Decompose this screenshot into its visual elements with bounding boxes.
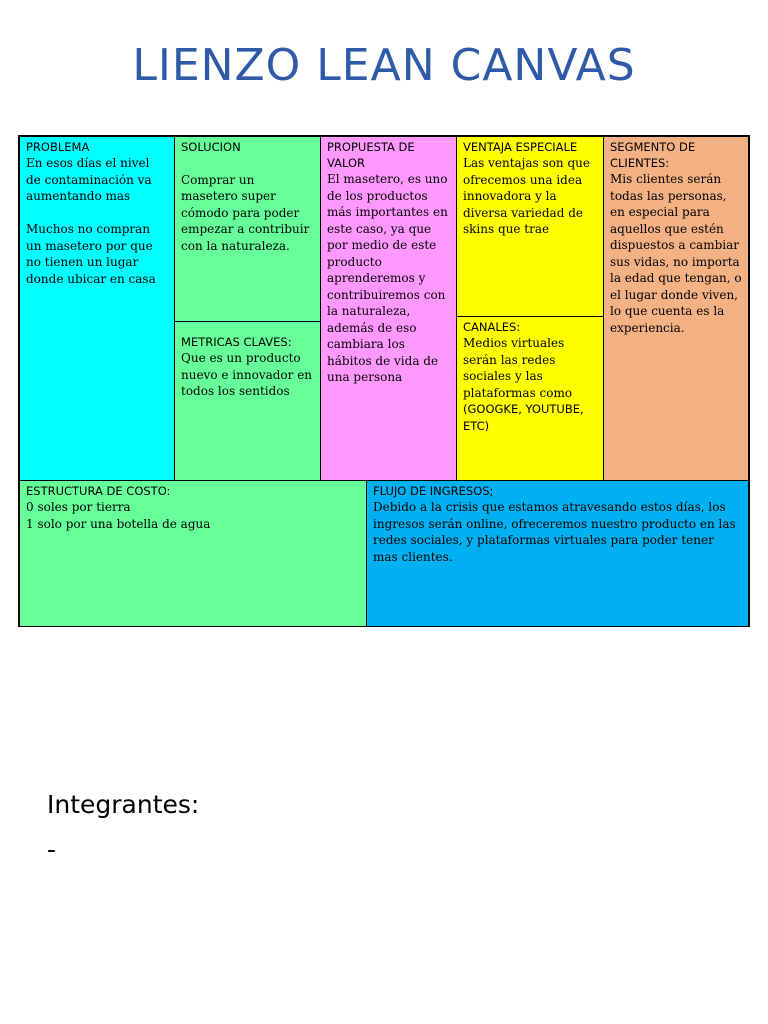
ventaja-text: Las ventajas son que ofrecemos una idea innovadora y la diversa variedad de skins que trae [463,156,590,236]
solucion-header: SOLUCION [181,140,241,154]
ingresos-header: FLUJO DE INGRESOS; [373,484,494,498]
metricas-header: METRICAS CLAVES: [181,335,292,349]
ingresos-cell [366,480,749,627]
canales-extra: (GOOGKE, YOUTUBE, ETC) [463,402,584,433]
page-title: LIENZO LEAN CANVAS [132,40,636,91]
segmento-text: Mis clientes serán todas las personas, en especial para aquellos que estén dispuestos a cambiar sus vidas, no importa la edad que tengan, o el lugar donde viven, lo que cuenta es la experiencia. [610,172,742,335]
canales-header: CANALES: [463,320,521,334]
propuesta-cell [320,136,457,481]
integrantes-label: Integrantes: [47,790,200,819]
segmento-header: SEGMENTO DE CLIENTES: [610,140,696,170]
costo-cell [19,480,367,627]
propuesta-header: PROPUESTA DE VALOR [327,140,415,170]
costo-header: ESTRUCTURA DE COSTO: [26,484,171,498]
problema-header: PROBLEMA [26,140,90,154]
solucion-cell [174,136,321,322]
canales-text: Medios virtuales serán las redes sociales y las plataformas como [463,336,573,400]
problema-text: En esos días el nivel de contaminación va aumentando mas Muchos no compran un masetero por que no tienen un lugar donde ubicar en casa [26,156,156,286]
canales-cell [456,316,604,481]
metricas-cell [174,321,321,481]
integrantes-item: - [47,835,57,864]
metricas-text: Que es un producto nuevo e innovador en todos los sentidos [181,351,313,398]
ingresos-text: Debido a la crisis que estamos atravesando estos días, los ingresos serán online, ofreceremos nuestro producto en las redes sociales, y plataformas virtuales para poder tener mas clientes. [373,500,736,564]
problema-cell [19,136,175,481]
ventaja-cell [456,136,604,317]
propuesta-text: El masetero, es uno de los productos más importantes en este caso, ya que por medio de este producto aprenderemos y contribuiremos con la naturaleza, además de eso cambiara los hábitos de vida de una persona [327,172,448,384]
lean-canvas [18,135,750,627]
ventaja-header: VENTAJA ESPECIALE [463,140,578,154]
solucion-text: Comprar un masetero super cómodo para poder empezar a contribuir con la naturaleza. [181,172,310,253]
costo-line2: 1 solo por una botella de agua [26,516,211,531]
segmento-cell [603,136,749,481]
costo-line1: 0 soles por tierra [26,500,131,514]
